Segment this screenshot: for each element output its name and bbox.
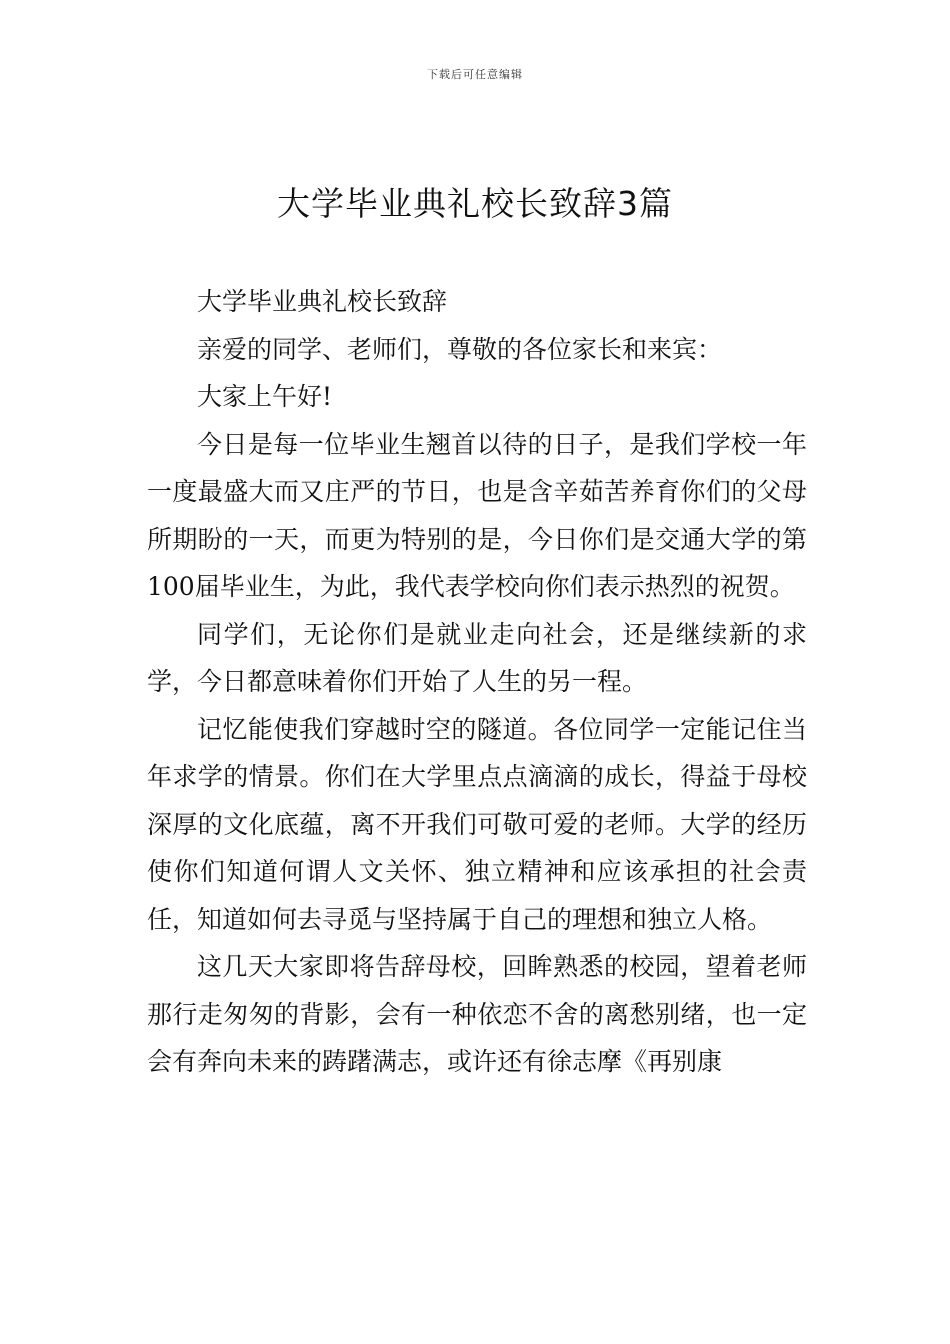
header-note: 下载后可任意编辑 xyxy=(427,68,523,81)
document-title: 大学毕业典礼校长致辞3篇 xyxy=(277,184,673,223)
paragraph-body: 今日是每一位毕业生翘首以待的日子，是我们学校一年一度最盛大而又庄严的节日，也是含辛茹苦养育你们的父母所期盼的一天，而更为特别的是，今日你们是交通大学的第100届毕业生，为此，我代表学校向你们表示热烈的祝贺。 xyxy=(147,429,807,601)
document-body xyxy=(147,278,807,1086)
paragraph-heading: 大学毕业典礼校长致辞 xyxy=(197,287,448,316)
paragraph-body: 同学们，无论你们是就业走向社会，还是继续新的求学，今日都意味着你们开始了人生的另一程。 xyxy=(147,619,807,696)
paragraph-body: 记忆能使我们穿越时空的隧道。各位同学一定能记住当年求学的情景。你们在大学里点点滴滴的成长，得益于母校深厚的文化底蕴，离不开我们可敬可爱的老师。大学的经历使你们知道何谓人文关怀、独立精神和应该承担的社会责任，知道如何去寻觅与坚持属于自己的理想和独立人格。 xyxy=(147,714,807,934)
paragraph-greeting: 大家上午好! xyxy=(197,382,333,411)
paragraph-salutation: 亲爱的同学、老师们，尊敬的各位家长和来宾： xyxy=(197,334,723,364)
paragraph-body: 这几天大家即将告辞母校，回眸熟悉的校园，望着老师那行走匆匆的背影，会有一种依恋不舍的离愁别绪，也一定会有奔向未来的踌躇满志，或许还有徐志摩《再别康 xyxy=(147,952,807,1076)
